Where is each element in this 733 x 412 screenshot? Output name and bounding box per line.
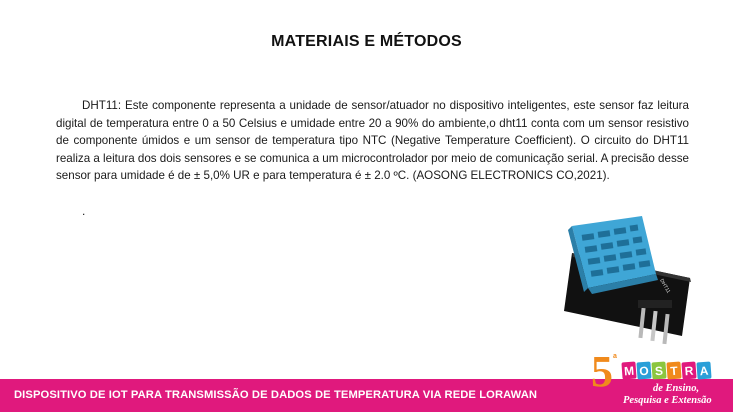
dht11-sensor-icon: [552, 208, 702, 348]
logo-letter: S: [651, 362, 666, 380]
trailing-dot: .: [82, 204, 86, 218]
logo-letter: A: [696, 362, 711, 380]
body-paragraph: DHT11: Este componente representa a unidade de sensor/atuador no dispositivo inteligentes, este sensor faz leitura digital de temperatura entre 0 a 50 Celsius e umidade entre 20 a 90% do ambiente,o dht11 conta com um sensor resistivo de componente úmidos e um sensor de temperatura tipo NTC (Negative Temperature Coefficient). O circuito do DHT11 realiza a leitura dos dois sensores e se comunica a um microcontrolador por meio de comunicação serial. A precisão desse sensor para umidade é de ± 5,0% UR e para temperatura é ± 2.0 ºC. (AOSONG ELECTRONICS CO,2021).: [56, 99, 689, 183]
logo-ordinal: a: [613, 353, 617, 360]
slide-title: MATERIAIS E MÉTODOS: [271, 33, 462, 50]
sensor-pins: [638, 300, 672, 344]
logo-letters: [622, 362, 711, 379]
footer-title: DISPOSITIVO DE IOT PARA TRANSMISSÃO DE DADOS DE TEMPERATURA VIA REDE LORAWAN: [14, 389, 538, 401]
logo-subtitle-line2: Pesquisa e Extensão: [623, 395, 712, 406]
logo-letter: O: [636, 362, 651, 380]
logo-letter: T: [666, 362, 681, 380]
pin-label: DHT11: [658, 278, 672, 295]
logo-letter: M: [621, 362, 636, 380]
logo-letter: R: [681, 362, 696, 380]
mostra-logo: [591, 347, 731, 410]
logo-subtitle-line1: de Ensino,: [653, 383, 700, 394]
logo-number: 5: [591, 347, 613, 396]
